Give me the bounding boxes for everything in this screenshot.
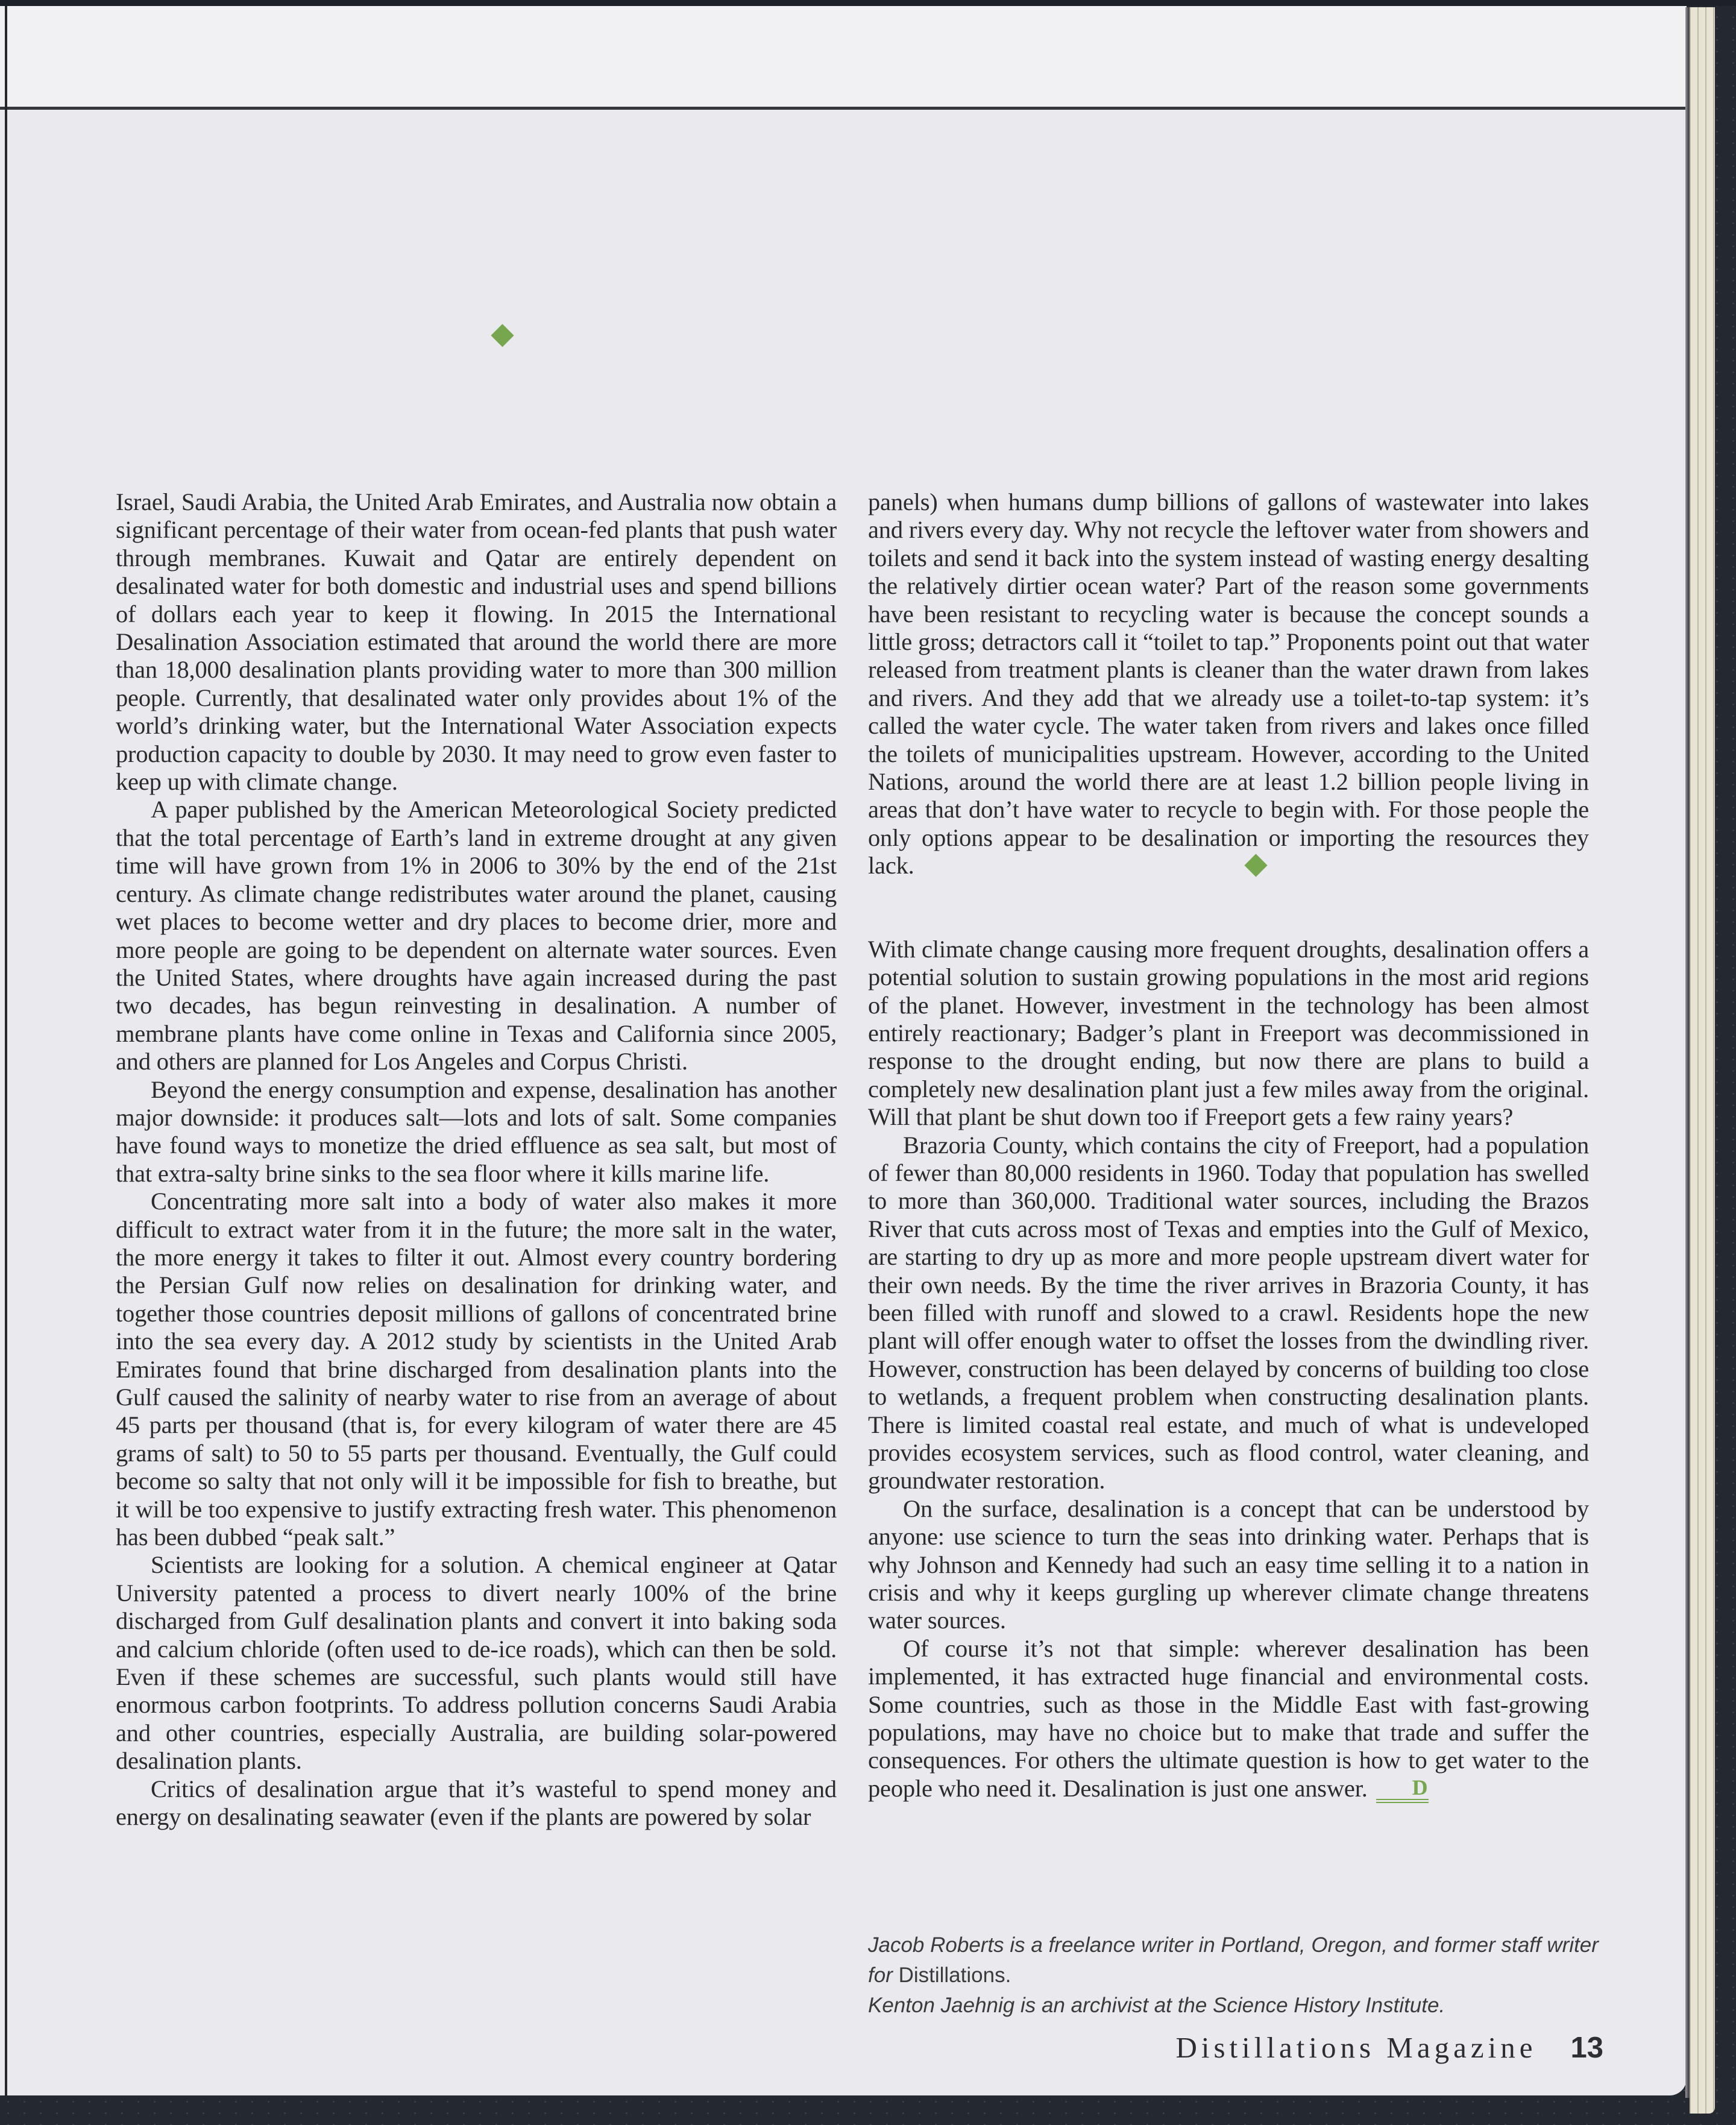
paragraph: Brazoria County, which contains the city of Freeport, had a population of fewer than 80,000 residents in 1960. Today that population has swelled to more than 360,000. Traditional water sources, including the Brazos River that cuts across most of Texas and empties into the Gulf of Mexico, are starting to dry up as more and more people upstream divert water for their own needs. By the time the river arrives in Brazoria County, it has been filled with runoff and slowed to a crawl. Residents hope the new plant will offer enough water to offset the losses from the dwindling river. However, construction has been delayed by concerns of building too close to wetlands, a frequent problem when constructing desalination plants. There is limited coastal real estate, and much of what is undeveloped provides ecosystem services, such as flood control, water cleaning, and groundwater restoration. (868, 1131, 1589, 1494)
magazine-page (0, 6, 1687, 2095)
bio-line: Kenton Jaehnig is an archivist at the Science History Institute. (868, 1994, 1445, 2017)
bio-text: Jacob Roberts is a freelance writer in Portland, Oregon, and former staff writer for (868, 1933, 1599, 1987)
paragraph: With climate change causing more frequent droughts, desalination offers a potential solution to sustain growing populations in the most arid regions of the planet. However, investment in the technology has been almost entirely reactionary; Badger’s plant in Freeport was decommissioned in response to the drought ending, but now there are plans to build a completely new desalination plant just a few miles away from the original. Will that plant be shut down too if Freeport gets a few rainy years? (868, 935, 1589, 1131)
page-footer (1133, 2030, 1603, 2065)
left-text-column (116, 488, 837, 1831)
page-top-band (0, 6, 1687, 110)
cover-top-edge (0, 0, 1736, 6)
paragraph: Scientists are looking for a solution. A chemical engineer at Qatar University patented a process to divert nearly 100% of the brine discharged from Gulf desalination plants and convert it into baking soda and calcium chloride (often used to de-ice roads), which can then be sold. Even if these schemes are successful, such plants would still have enormous carbon footprints. To address pollution concerns Saudi Arabia and other countries, especially Australia, are building solar-powered desalination plants. (116, 1551, 837, 1775)
section-divider-gap (868, 880, 1589, 936)
right-text-column (868, 488, 1589, 1805)
article-end-mark: D (1376, 1777, 1429, 1803)
page-number: 13 (1570, 2032, 1603, 2064)
page-edges-strip (1690, 7, 1715, 2114)
author-bio (868, 1930, 1615, 2021)
bio-line (868, 1930, 1615, 1991)
paragraph (868, 1635, 1589, 1805)
page-gutter-line (5, 6, 7, 2095)
page-fold-shadow (1685, 7, 1690, 2098)
paragraph: Israel, Saudi Arabia, the United Arab Emirates, and Australia now obtain a significant percentage of their water from ocean-fed plants that push water through membranes. Kuwait and Qatar are entirely dependent on desalinated water for both domestic and industrial uses and spend billions of dollars each year to keep it flowing. In 2015 the International Desalination Association estimated that around the world there are more than 18,000 desalination plants providing water to more than 300 million people. Currently, that desalinated water only provides about 1% of the world’s drinking water, but the International Water Association expects production capacity to double by 2030. It may need to grow even faster to keep up with climate change. (116, 488, 837, 796)
paragraph: Concentrating more salt into a body of water also makes it more difficult to extract water from it in the future; the more salt in the water, the more energy it takes to filter it out. Almost every country bordering the Persian Gulf now relies on desalination for drinking water, and together those countries deposit millions of gallons of concentrated brine into the sea every day. A 2012 study by scientists in the United Arab Emirates found that brine discharged from desalination plants into the Gulf caused the salinity of nearby water to rise from an average of about 45 parts per thousand (that is, for every kilogram of water there are 45 grams of salt) to 50 to 55 parts per thousand. Eventually, the Gulf could become so salty that not only will it be impossible for fish to breathe, but it will be too expensive to justify extracting fresh water. This phenomenon has been dubbed “peak salt.” (116, 1188, 837, 1551)
paragraph: A paper published by the American Meteorological Society predicted that the total percentage of Earth’s land in extreme drought at any given time will have grown from 1% in 2006 to 30% by the end of the 21st century. As climate change redistributes water around the planet, causing wet places to become wetter and dry places to become drier, more and more people are going to be dependent on alternate water sources. Even the United States, where droughts have again increased during the past two decades, has begun reinvesting in desalination. A number of membrane plants have come online in Texas and California since 2005, and others are planned for Los Angeles and Corpus Christi. (116, 796, 837, 1075)
bio-publication-name: Distillations. (898, 1963, 1011, 1987)
paragraph: panels) when humans dump billions of gallons of wastewater into lakes and rivers every day. Why not recycle the leftover water from showers and toilets and send it back into the system instead of wasting energy desalting the relatively dirtier ocean water? Part of the reason some governments have been resistant to recycling water is because the concept sounds a little gross; detractors call it “toilet to tap.” Proponents point out that water released from treatment plants is cleaner than the water drawn from lakes and rivers. And they add that we already use a toilet-to-tap system: it’s called the water cycle. The water taken from rivers and lakes once filled the toilets of municipalities upstream. However, according to the United Nations, around the world there are at least 1.2 billion people living in areas that don’t have water to recycle to begin with. For those people the only options appear to be desalination or importing the resources they lack. (868, 488, 1589, 880)
magazine-title: Distillations Magazine (1175, 2031, 1537, 2064)
paragraph: On the surface, desalination is a concept that can be understood by anyone: use science to turn the seas into drinking water. Perhaps that is why Johnson and Kennedy had such an easy time selling it to a nation in crisis and why it keeps gurgling up wherever climate change threatens water sources. (868, 1494, 1589, 1634)
paragraph: Beyond the energy consumption and expense, desalination has another major downside: it produces salt—lots and lots of salt. Some companies have found ways to monetize the dried effluence as sea salt, but most of that extra-salty brine sinks to the sea floor where it kills marine life. (116, 1075, 837, 1187)
paragraph: Critics of desalination argue that it’s wasteful to spend money and energy on desalinating seawater (even if the plants are powered by solar (116, 1775, 837, 1831)
paragraph-text: Of course it’s not that simple: wherever desalination has been implemented, it has extracted huge financial and environmental costs. Some countries, such as those in the Middle East with fast-growing populations, may have no choice but to make that trade and suffer the consequences. For others the ultimate question is how to get water to the people who need it. Desalination is just one answer. (868, 1634, 1589, 1802)
green-diamond-icon (491, 324, 514, 347)
